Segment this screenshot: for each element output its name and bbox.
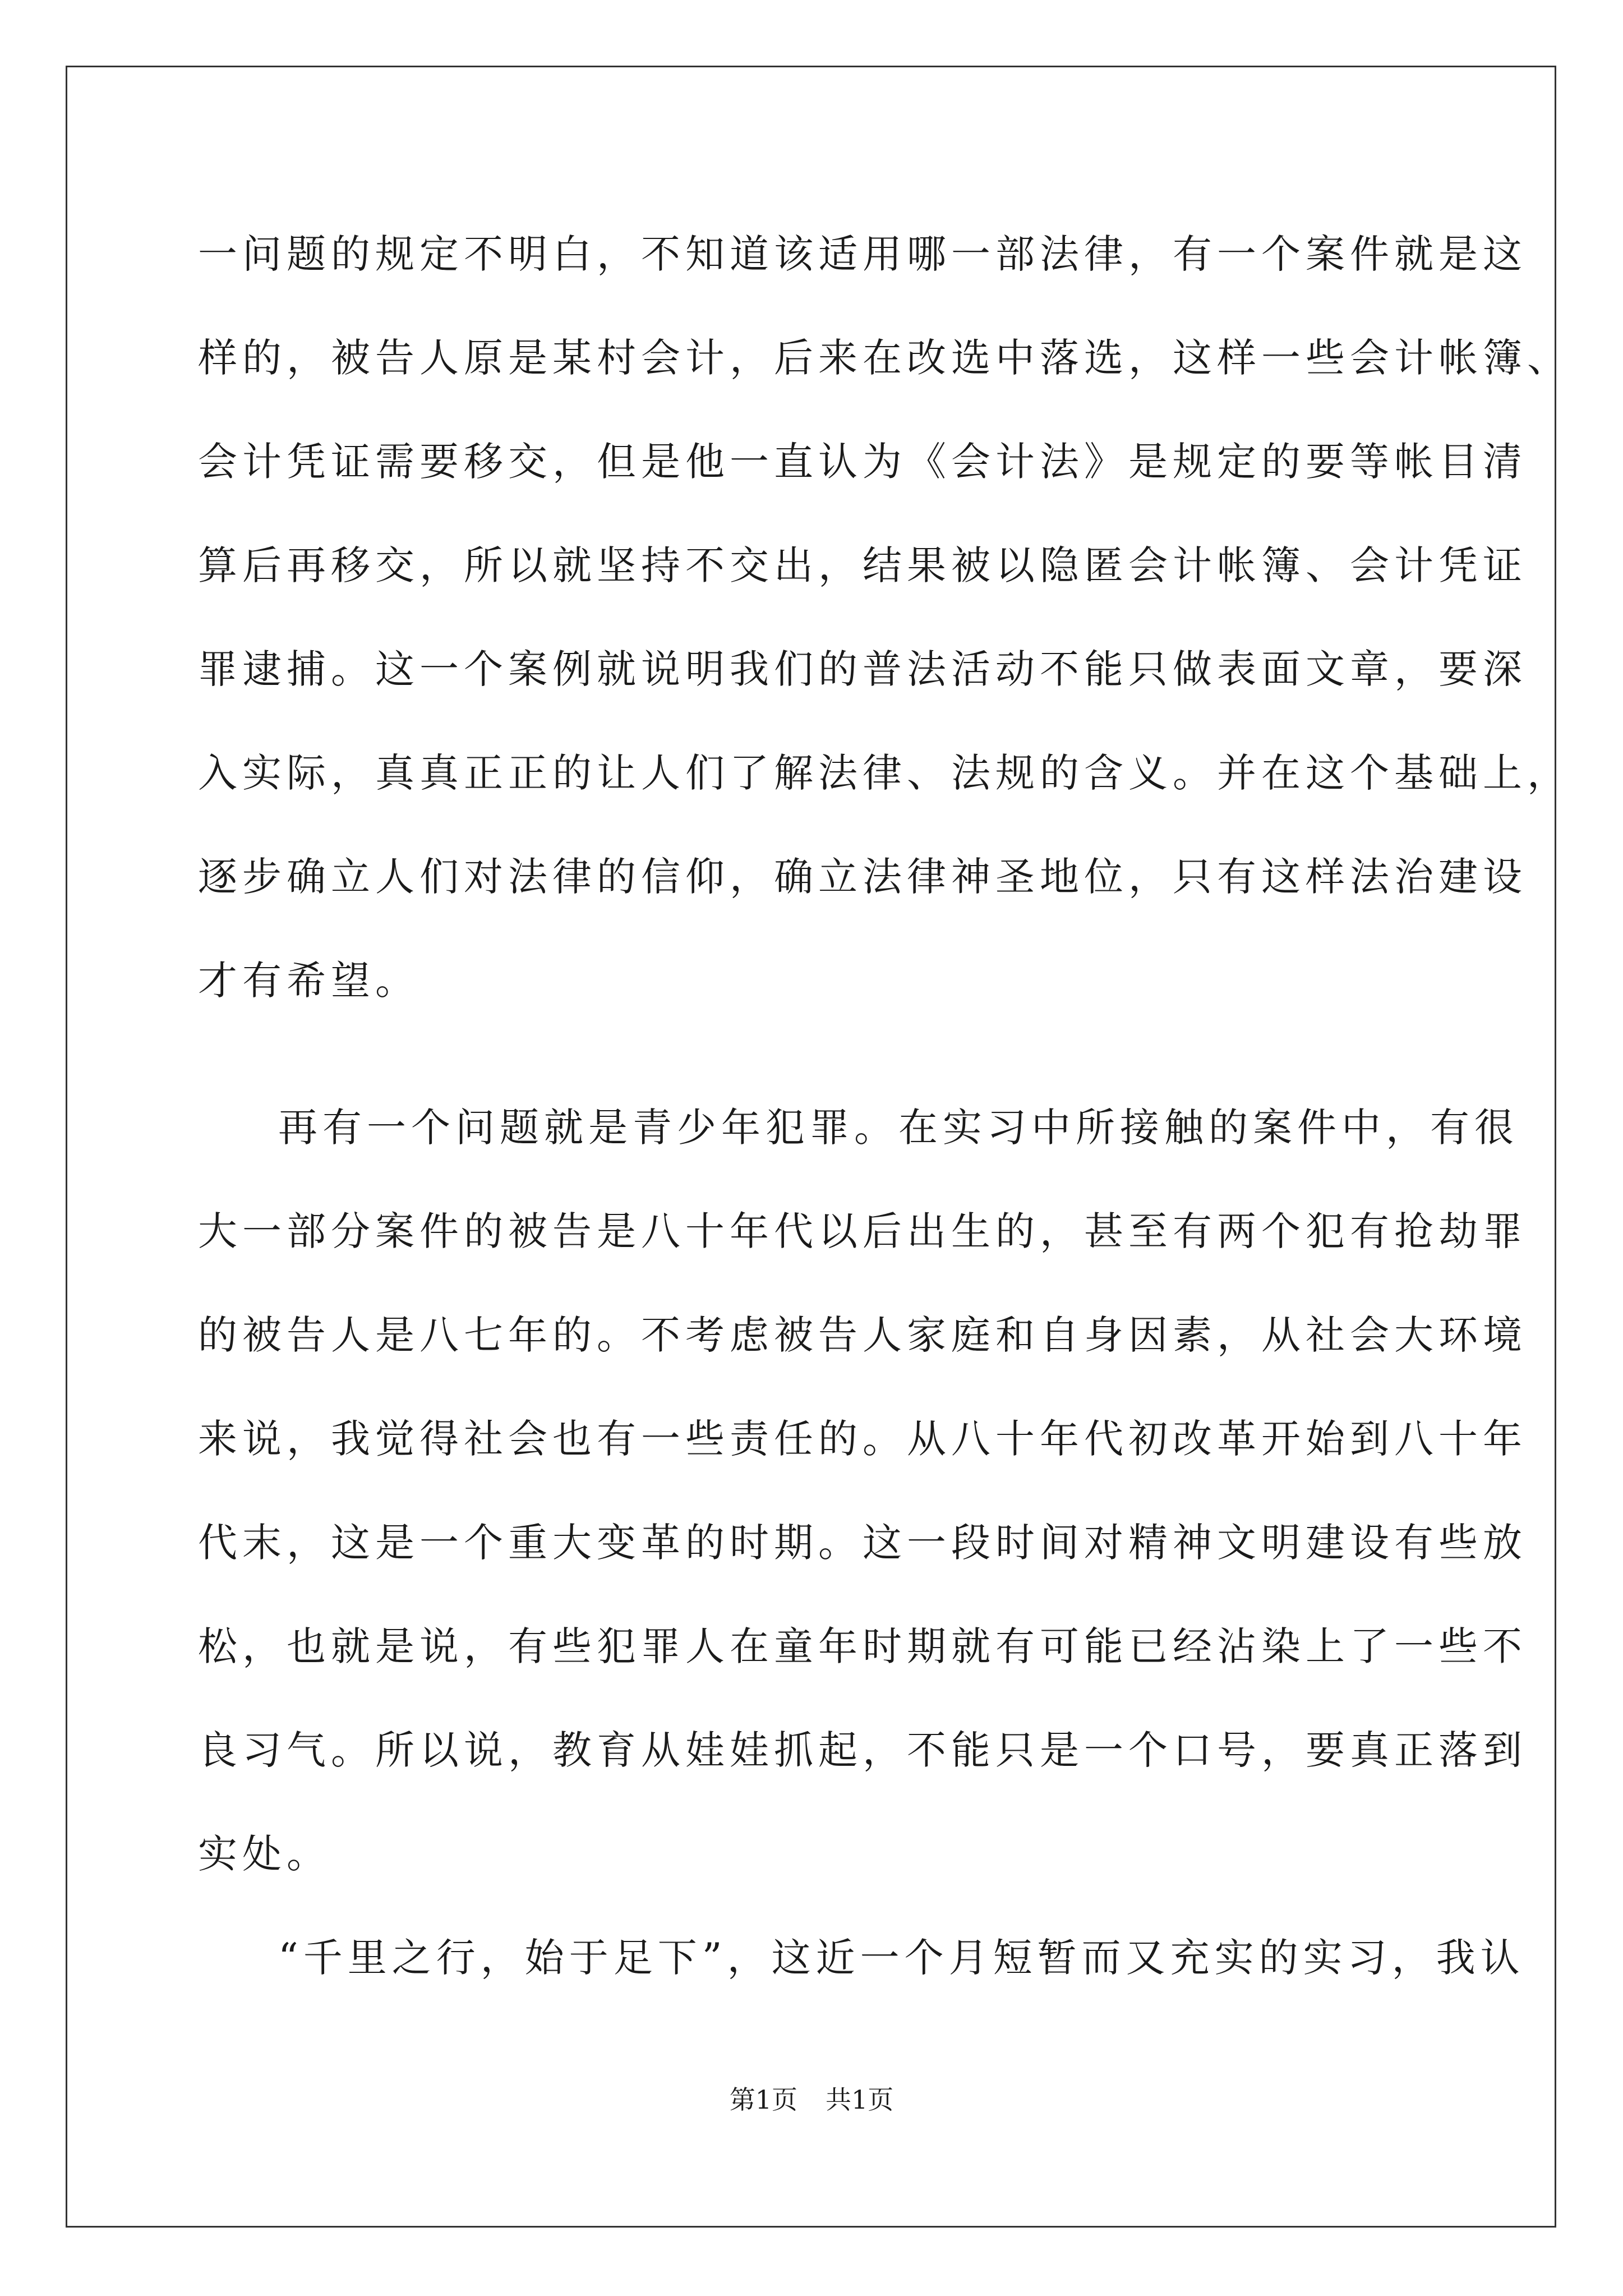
page-footer [0,2087,1623,2113]
text-line: 罪逮捕。这一个案例就说明我们的普法活动不能只做表面文章，要深 [198,646,1527,692]
text-line: 逐步确立人们对法律的信仰，确立法律神圣地位，只有这样法治建设 [198,854,1527,900]
text-line: 再有一个问题就是青少年犯罪。在实习中所接触的案件中，有很 [278,1105,1519,1151]
text-line: 实处。 [198,1831,331,1877]
text-line: 大一部分案件的被告是八十年代以后出生的，甚至有两个犯有抢劫罪 [198,1208,1527,1254]
page-number: 第1页 [729,2085,797,2115]
text-line: 一问题的规定不明白，不知道该适用哪一部法律，有一个案件就是这 [198,231,1527,277]
text-line: 才有希望。 [198,958,419,1004]
text-line: 良习气。所以说，教育从娃娃抓起，不能只是一个口号，要真正落到 [198,1727,1527,1773]
text-line: 的被告人是八七年的。不考虑被告人家庭和自身因素，从社会大环境 [198,1312,1527,1358]
text-line: 代末，这是一个重大变革的时期。这一段时间对精神文明建设有些放 [198,1520,1527,1566]
text-line: “千里之行，始于足下”，这近一个月短暂而又充实的实习，我认 [278,1935,1525,1981]
text-line: 算后再移交，所以就坚持不交出，结果被以隐匿会计帐簿、会计凭证 [198,542,1527,588]
text-line: 来说，我觉得社会也有一些责任的。从八十年代初改革开始到八十年 [198,1416,1527,1462]
text-line: 松，也就是说，有些犯罪人在童年时期就有可能已经沾染上了一些不 [198,1623,1527,1669]
text-line: 入实际，真真正正的让人们了解法律、法规的含义。并在这个基础上， [198,750,1571,796]
page-total: 共1页 [826,2085,894,2115]
text-line: 样的，被告人原是某村会计，后来在改选中落选，这样一些会计帐簿、 [198,335,1571,381]
text-line: 会计凭证需要移交，但是他一直认为《会计法》是规定的要等帐目清 [198,439,1527,485]
